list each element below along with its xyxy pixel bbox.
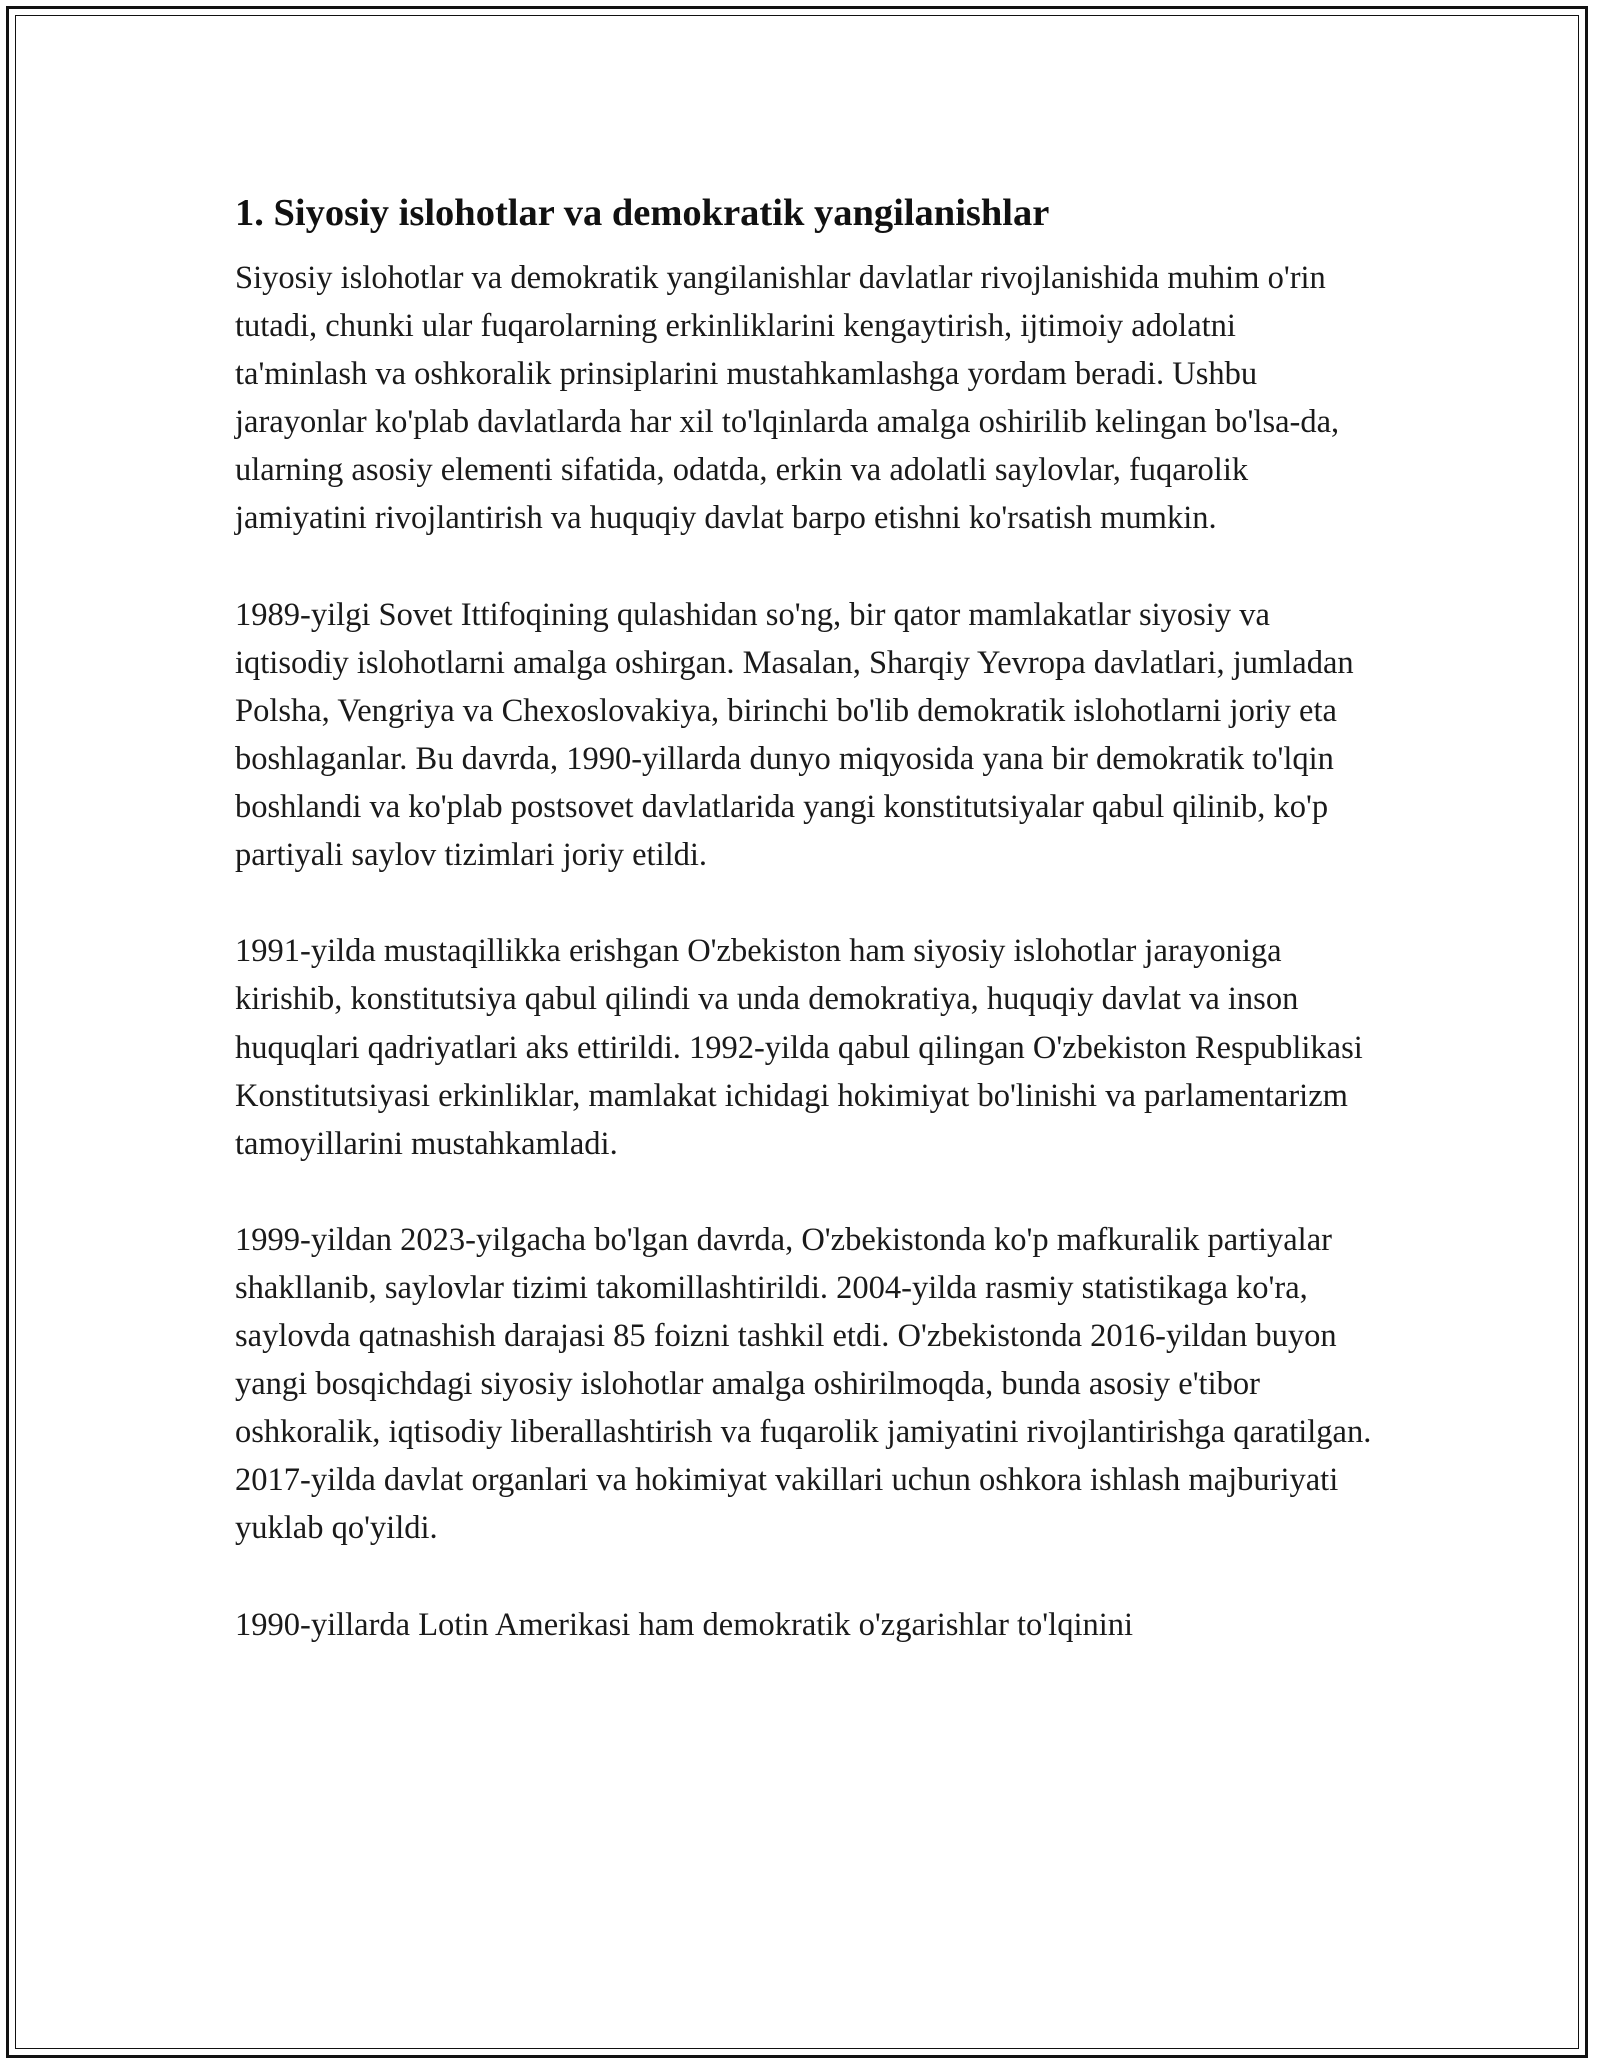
section-heading: 1. Siyosiy islohotlar va demokratik yangilanishlar xyxy=(235,192,1050,234)
paragraph-uzbekistan-reforms: 1999-yildan 2023-yilgacha bo'lgan davrda, O'zbekistonda ko'p mafkuralik partiyalar shakllanib, saylovlar tizimi takomillashtirildi. 2004-yilda rasmiy statistikaga ko'ra, saylovda qatnashish darajasi 85 foizni tashkil etdi. O'zbekistonda 2016-yildan buyon yangi bosqichdagi siyosiy islohotlar amalga oshirilmoqda, bunda asosiy e'tibor oshkoralik, iqtisodiy liberallashtirish va fuqarolik jamiyatini rivojlantirishga qaratilgan. 2017-yilda davlat organlari va hokimiyat vakillari uchun oshkora ishlash majburiyati yuklab qo'yildi. xyxy=(235,1221,1372,1547)
paragraph-latin-america: 1990-yillarda Lotin Amerikasi ham demokratik o'zgarishlar to'lqinini xyxy=(235,1606,1134,1643)
paragraph-uzbekistan-independence: 1991-yilda mustaqillikka erishgan O'zbekiston ham siyosiy islohotlar jarayoniga kirishib, konstitutsiya qabul qilindi va unda demokratiya, huquqiy davlat va inson huquqlari qadriyatlari aks ettirildi. 1992-yilda qabul qilingan O'zbekiston Respublikasi Konstitutsiyasi erkinliklar, mamlakat ichidagi hokimiyat bo'linishi va parlamentarizm tamoyillarini mustahkamladi. xyxy=(235,933,1363,1162)
paragraph-intro: Siyosiy islohotlar va demokratik yangilanishlar davlatlar rivojlanishida muhim o'rin tutadi, chunki ular fuqarolarning erkinliklarini kengaytirish, ijtimoiy adolatni ta'minlash va oshkoralik prinsiplarini mustahkamlashga yordam beradi. Ushbu jarayonlar ko'plab davlatlarda har xil to'lqinlarda amalga oshirilib kelingan bo'lsa-da, ularning asosiy elementi sifatida, odatda, erkin va adolatli saylovlar, fuqarolik jamiyatini rivojlantirish va huquqiy davlat barpo etishni ko'rsatish mumkin. xyxy=(235,260,1340,537)
paragraph-soviet-collapse: 1989-yilgi Sovet Ittifoqining qulashidan so'ng, bir qator mamlakatlar siyosiy va iqtisodiy islohotlarni amalga oshirgan. Masalan, Sharqiy Yevropa davlatlari, jumladan Polsha, Vengriya va Chexoslovakiya, birinchi bo'lib demokratik islohotlarni joriy eta boshlaganlar. Bu davrda, 1990-yillarda dunyo miqyosida yana bir demokratik to'lqin boshlandi va ko'plab postsovet davlatlarida yangi konstitutsiyalar qabul qilinib, ko'p partiyali saylov tizimlari joriy etildi. xyxy=(235,596,1354,874)
document-body xyxy=(235,184,1375,1697)
